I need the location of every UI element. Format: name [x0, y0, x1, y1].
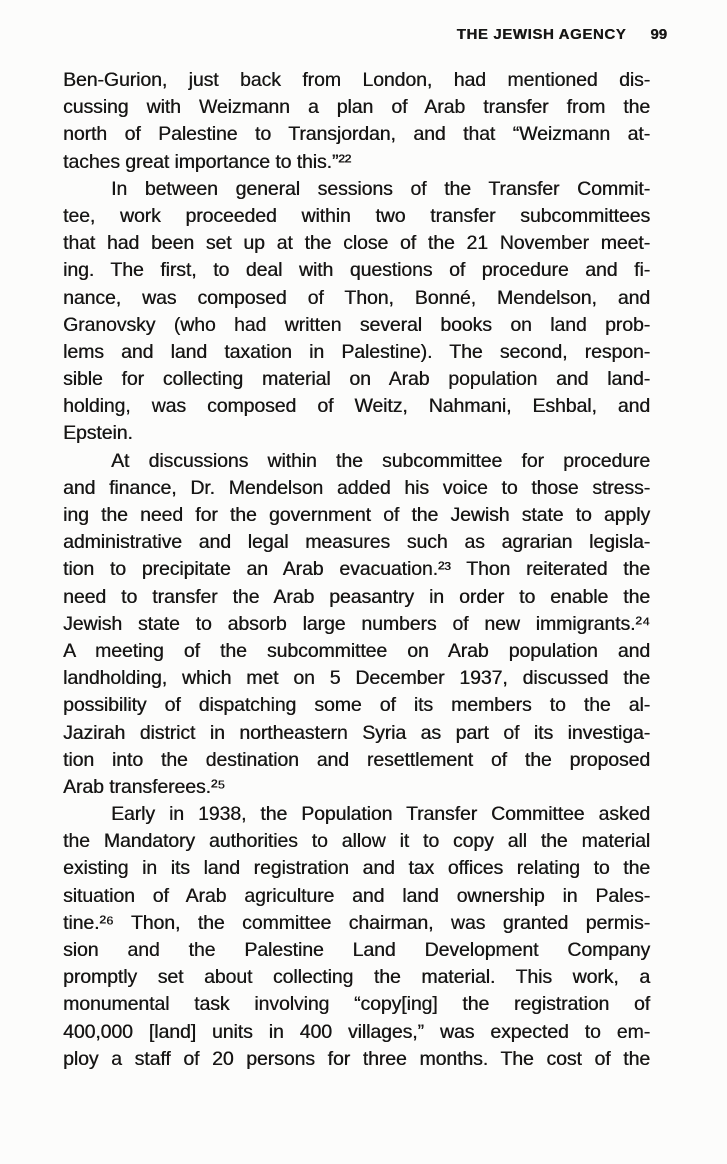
running-header — [457, 26, 667, 43]
text-line: Jazirah district in northeastern Syria as part of its investiga- — [63, 721, 650, 744]
text-line: the Mandatory authorities to allow it to copy all the material — [63, 830, 650, 853]
text-line: Ben-Gurion, just back from London, had mentioned dis- — [63, 69, 650, 91]
text-line: In between general sessions of the Transfer Commit- — [111, 177, 650, 200]
text-line: possibility of dispatching some of its members to the al- — [63, 694, 650, 717]
text-line: Epstein. — [63, 422, 133, 445]
text-line: Early in 1938, the Population Transfer Committee asked — [111, 803, 650, 826]
page-number: 99 — [650, 26, 667, 43]
page-body — [63, 67, 650, 1073]
text-line: promptly set about collecting the material. This work, a — [63, 966, 650, 989]
text-line: and finance, Dr. Mendelson added his voice to those stress- — [63, 476, 650, 499]
text-line: that had been set up at the close of the 21 November meet- — [63, 232, 650, 255]
text-line: administrative and legal measures such as agrarian legisla- — [63, 531, 650, 554]
text-line: Granovsky (who had written several books on land prob- — [63, 313, 650, 336]
text-line: sible for collecting material on Arab population and land- — [63, 368, 650, 391]
text-line: ploy a staff of 20 persons for three months. The cost of the — [63, 1047, 650, 1070]
text-line: tion into the destination and resettlement of the proposed — [63, 748, 650, 771]
text-line: ing the need for the government of the Jewish state to apply — [63, 504, 650, 526]
text-line: At discussions within the subcommittee for procedure — [111, 449, 650, 472]
text-line: lems and land taxation in Palestine). The second, respon- — [63, 340, 650, 363]
text-line: 400,000 [land] units in 400 villages,” was expected to em- — [63, 1020, 650, 1043]
text-line: holding, was composed of Weitz, Nahmani, Eshbal, and — [63, 395, 650, 418]
text-line: nance, was composed of Thon, Bonné, Mendelson, and — [63, 286, 650, 309]
text-line: existing in its land registration and tax offices relating to the — [63, 857, 650, 880]
running-header-title: THE JEWISH AGENCY — [456, 26, 627, 43]
text-line: ing. The first, to deal with questions of procedure and fi- — [63, 259, 650, 282]
text-line: tine.²⁶ Thon, the committee chairman, was granted permis- — [63, 911, 650, 934]
text-line: tee, work proceeded within two transfer subcommittees — [63, 204, 650, 227]
text-line: A meeting of the subcommittee on Arab population and — [63, 639, 650, 662]
text-line: taches great importance to this.”²² — [63, 150, 352, 173]
text-line: cussing with Weizmann a plan of Arab transfer from the — [63, 96, 650, 119]
text-line: Arab transferees.²⁵ — [63, 775, 226, 798]
text-line: monumental task involving “copy[ing] the registration of — [63, 993, 650, 1016]
text-line: need to transfer the Arab peasantry in order to enable the — [63, 585, 650, 608]
text-line: Jewish state to absorb large numbers of new immigrants.²⁴ — [63, 612, 650, 635]
text-line: sion and the Palestine Land Development Company — [63, 939, 650, 961]
text-line: north of Palestine to Transjordan, and that “Weizmann at- — [63, 123, 650, 146]
text-line: tion to precipitate an Arab evacuation.²³ Thon reiterated the — [63, 558, 650, 581]
text-line: situation of Arab agriculture and land ownership in Pales- — [63, 884, 650, 907]
text-line: landholding, which met on 5 December 1937, discussed the — [63, 667, 650, 690]
